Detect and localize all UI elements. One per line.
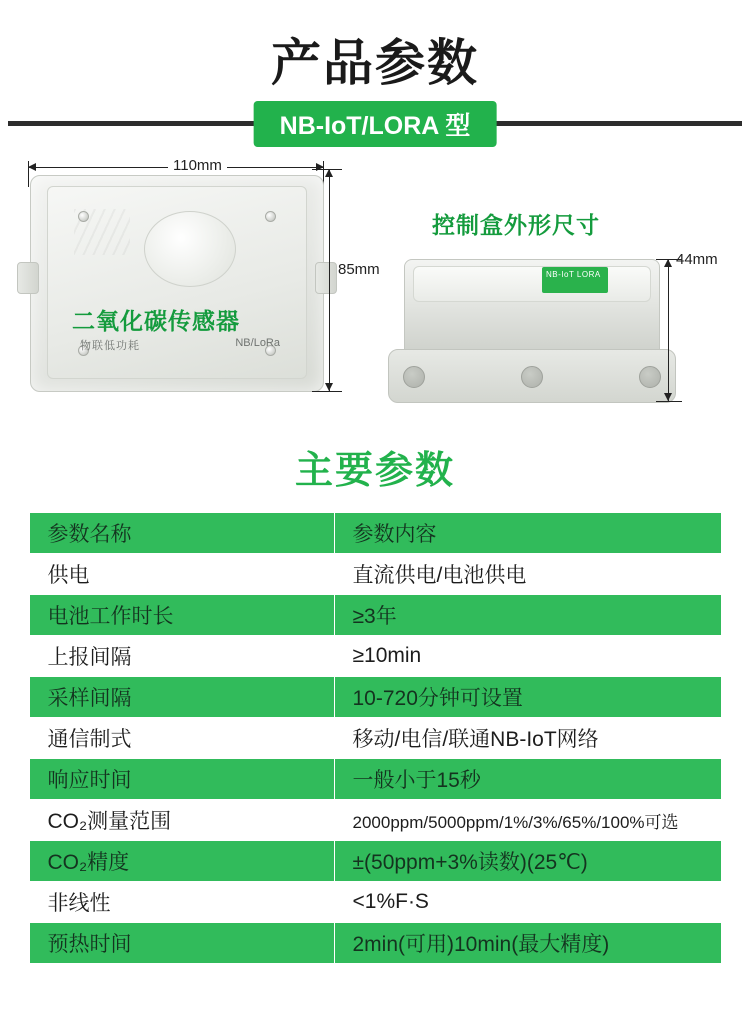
param-value-cell: <1%F·S xyxy=(334,882,721,923)
box-height-dimension-label: 44mm xyxy=(676,251,718,268)
height-dimension-label: 85mm xyxy=(338,261,380,278)
param-value-cell: 2min(可用)10min(最大精度) xyxy=(334,923,721,964)
sensor-faceplate xyxy=(47,186,307,379)
param-value-cell: ≥10min xyxy=(334,636,721,677)
dimension-tick-bottom xyxy=(312,391,342,392)
width-dimension-label: 110mm xyxy=(168,157,227,174)
height-dimension-line xyxy=(329,169,330,391)
table-row xyxy=(29,800,721,841)
param-value-cell: 10-720分钟可设置 xyxy=(334,677,721,718)
param-name-cell: 预热时间 xyxy=(29,923,334,964)
device-feature-label: 物联低功耗 xyxy=(80,340,140,352)
table-row xyxy=(29,882,721,923)
param-name-cell: 电池工作时长 xyxy=(29,595,334,636)
param-name-cell: 上报间隔 xyxy=(29,636,334,677)
sensor-mount-tab-right xyxy=(315,262,337,294)
control-box-sticker-text: NB-IoT LORA xyxy=(546,270,601,279)
table-row xyxy=(29,554,721,595)
control-box-illustration xyxy=(404,259,660,357)
sensor-body xyxy=(30,175,324,392)
param-value-cell: 2000ppm/5000ppm/1%/3%/65%/100%可选 xyxy=(334,800,721,841)
control-box-lid xyxy=(413,266,651,302)
screw-icon xyxy=(78,211,89,222)
control-box-sticker xyxy=(542,267,608,293)
model-badge: NB-IoT/LORA 型 xyxy=(254,101,497,147)
param-value-cell: ±(50ppm+3%读数)(25℃) xyxy=(334,841,721,882)
table-row xyxy=(29,759,721,800)
param-value-cell: 移动/电信/联通NB-IoT网络 xyxy=(334,718,721,759)
screw-icon xyxy=(265,211,276,222)
section-title: 主要参数 xyxy=(294,450,455,492)
parameter-table xyxy=(29,512,722,964)
table-header-row xyxy=(29,513,721,554)
param-name-cell: 供电 xyxy=(29,554,334,595)
device-name-label: 二氧化碳传感器 xyxy=(72,308,240,334)
box-height-dimension-line xyxy=(668,259,669,401)
param-name-cell: 通信制式 xyxy=(29,718,334,759)
control-box-base xyxy=(388,349,676,403)
table-row xyxy=(29,841,721,882)
device-protocol-label: NB/LoRa xyxy=(235,337,280,349)
parameter-table-wrapper xyxy=(0,510,750,964)
control-box-title: 控制盒外形尺寸 xyxy=(432,212,600,238)
box-dimension-tick-bottom xyxy=(656,401,682,402)
table-row xyxy=(29,595,721,636)
mount-hole-icon xyxy=(521,366,543,388)
sensor-device-illustration xyxy=(30,175,322,390)
header-cell-value: 参数内容 xyxy=(334,513,721,554)
param-name-cell: CO₂测量范围 xyxy=(29,800,334,841)
param-value-cell: ≥3年 xyxy=(334,595,721,636)
mount-hole-icon xyxy=(639,366,661,388)
table-row xyxy=(29,718,721,759)
param-name-cell: 非线性 xyxy=(29,882,334,923)
table-row xyxy=(29,636,721,677)
table-row xyxy=(29,923,721,964)
product-figure-area xyxy=(0,153,750,433)
mount-hole-icon xyxy=(403,366,425,388)
page-title: 产品参数 xyxy=(271,35,479,91)
param-value-cell: 直流供电/电池供电 xyxy=(334,554,721,595)
header-cell-name: 参数名称 xyxy=(29,513,334,554)
sensor-mount-tab-left xyxy=(17,262,39,294)
table-row xyxy=(29,677,721,718)
sensor-membrane-icon xyxy=(144,211,236,287)
width-dimension-line xyxy=(28,157,324,174)
subtitle-bar xyxy=(0,97,750,145)
param-value-cell: 一般小于15秒 xyxy=(334,759,721,800)
param-name-cell: CO₂精度 xyxy=(29,841,334,882)
param-name-cell: 采样间隔 xyxy=(29,677,334,718)
param-name-cell: 响应时间 xyxy=(29,759,334,800)
